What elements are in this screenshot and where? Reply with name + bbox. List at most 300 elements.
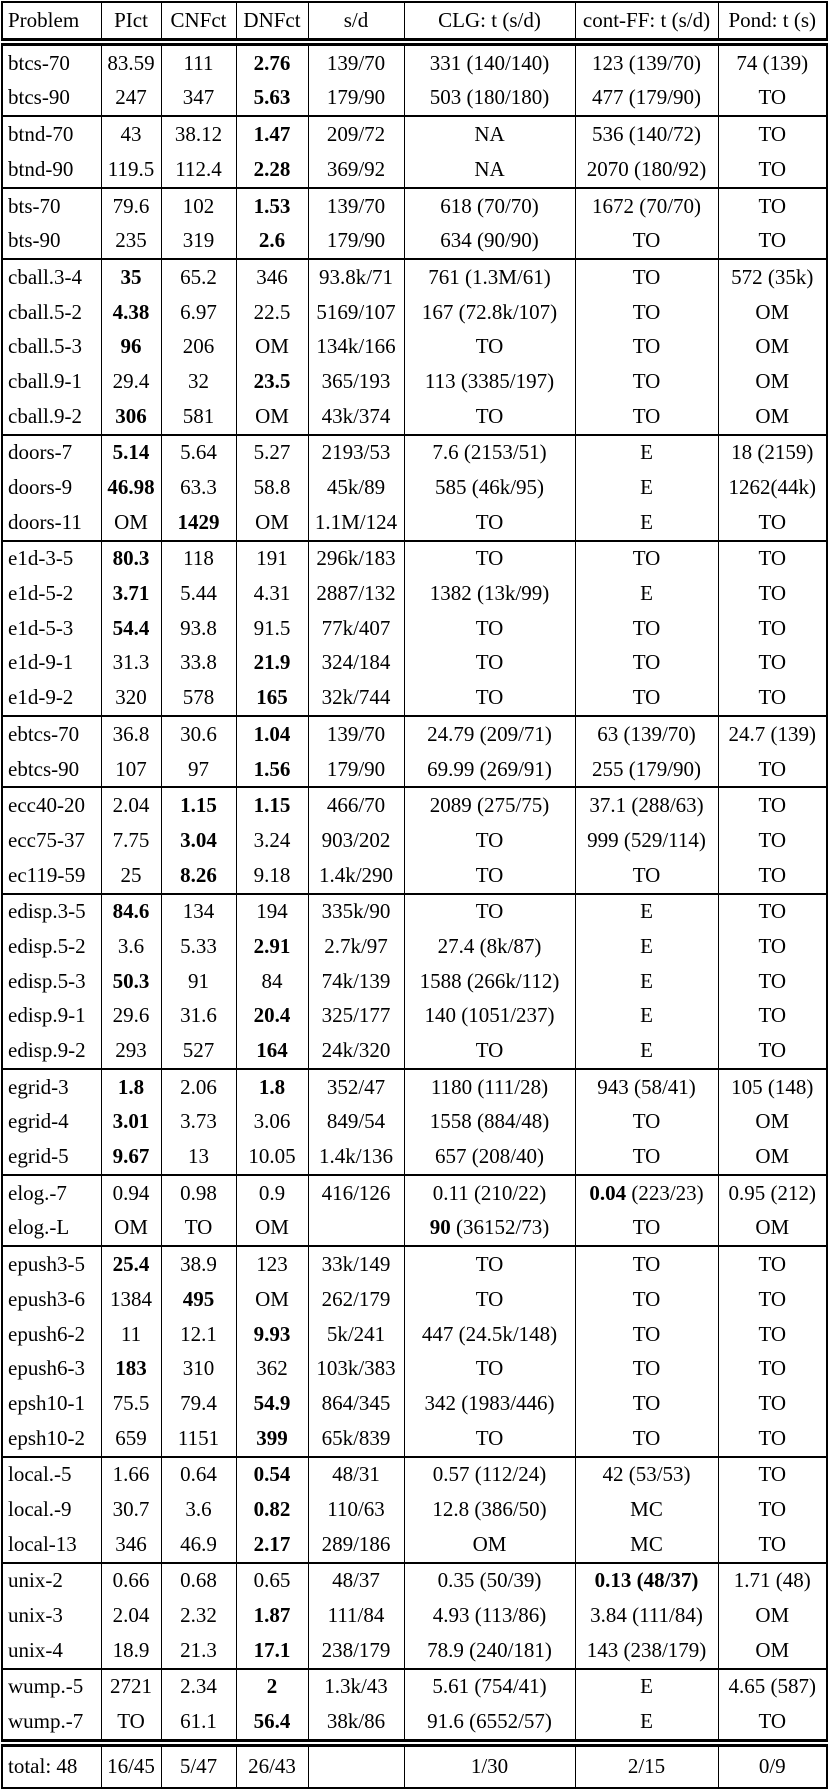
table-row-e1d-5-3 — [2, 611, 827, 646]
cell-cball.9-1-sd: 365/193 — [308, 364, 404, 399]
cell-epush3-6-contff: TO — [575, 1282, 718, 1317]
cell-bts-70-dnfct: 1.53 — [236, 188, 308, 224]
cell-cball.5-3-dnfct: OM — [236, 330, 308, 365]
cell-btcs-90-dnfct: 5.63 — [236, 81, 308, 117]
cell-local-13-cnfct: 46.9 — [161, 1527, 236, 1563]
cell-unix-4-sd: 238/179 — [308, 1633, 404, 1669]
cell-elog.-7-pond: 0.95 (212) — [718, 1175, 827, 1211]
table-row-e1d-3-5 — [2, 541, 827, 577]
cell-egrid-5-cnfct: 13 — [161, 1139, 236, 1175]
cell-cball.9-1-dnfct: 23.5 — [236, 364, 308, 399]
cell-btnd-90-dnfct: 2.28 — [236, 152, 308, 188]
cell-doors-11-pond: TO — [718, 505, 827, 541]
cell-local.-5-sd: 48/31 — [308, 1457, 404, 1493]
table-footer — [2, 1743, 827, 1788]
cell-edisp.5-3-dnfct: 84 — [236, 964, 308, 999]
cell-epush6-3-clg: TO — [404, 1351, 575, 1386]
cell-epsh10-2-cnfct: 1151 — [161, 1421, 236, 1457]
cell-elog.-7-cnfct: 0.98 — [161, 1175, 236, 1211]
cell-e1d-5-3-pict: 54.4 — [101, 611, 161, 646]
cell-cball.9-2-pond: OM — [718, 399, 827, 435]
cell-btnd-90-cnfct: 112.4 — [161, 152, 236, 188]
cell-local.-9-pict: 30.7 — [101, 1492, 161, 1527]
cell-bts-70-sd: 139/70 — [308, 188, 404, 224]
cell-unix-2-cnfct: 0.68 — [161, 1563, 236, 1599]
cell-edisp.3-5-contff: E — [575, 894, 718, 930]
table-row-epush3-6 — [2, 1282, 827, 1317]
cell-epush3-6-problem: epush3-6 — [2, 1282, 101, 1317]
cell-edisp.5-3-clg: 1588 (266k/112) — [404, 964, 575, 999]
cell-edisp.9-1-cnfct: 31.6 — [161, 999, 236, 1034]
cell-local.-5-problem: local.-5 — [2, 1457, 101, 1493]
cell-local.-9-problem: local.-9 — [2, 1492, 101, 1527]
cell-local.-5-cnfct: 0.64 — [161, 1457, 236, 1493]
cell-cball.9-1-pict: 29.4 — [101, 364, 161, 399]
table-row-edisp.9-2 — [2, 1033, 827, 1069]
cell-cball.9-1-clg: 113 (3385/197) — [404, 364, 575, 399]
cell-cball.5-3-pond: OM — [718, 330, 827, 365]
cell-unix-2-problem: unix-2 — [2, 1563, 101, 1599]
cell-cball.9-1-contff: TO — [575, 364, 718, 399]
cell-doors-7-cnfct: 5.64 — [161, 435, 236, 471]
cell-epush3-5-clg: TO — [404, 1246, 575, 1282]
table-body — [2, 42, 827, 1743]
cell-wump.-5-clg: 5.61 (754/41) — [404, 1669, 575, 1705]
table-row-cball.9-2 — [2, 399, 827, 435]
cell-wump.-7-cnfct: 61.1 — [161, 1704, 236, 1743]
cell-ebtcs-70-sd: 139/70 — [308, 716, 404, 752]
cell-ec119-59-pond: TO — [718, 858, 827, 894]
cell-egrid-4-dnfct: 3.06 — [236, 1105, 308, 1140]
table-row-e1d-5-2 — [2, 576, 827, 611]
column-header-cnfct: CNFct — [161, 2, 236, 42]
cell-cball.9-2-clg: TO — [404, 399, 575, 435]
cell-cball.5-3-contff: TO — [575, 330, 718, 365]
cell-local.-5-contff: 42 (53/53) — [575, 1457, 718, 1493]
cell-btcs-70-dnfct: 2.76 — [236, 42, 308, 81]
cell-ecc40-20-pond: TO — [718, 787, 827, 823]
cell-epush3-5-cnfct: 38.9 — [161, 1246, 236, 1282]
cell-elog.-L-contff: TO — [575, 1211, 718, 1247]
table-row-egrid-4 — [2, 1105, 827, 1140]
table-row-epush6-3 — [2, 1351, 827, 1386]
cell-bts-70-clg: 618 (70/70) — [404, 188, 575, 224]
cell-epush6-3-dnfct: 362 — [236, 1351, 308, 1386]
cell-btcs-90-problem: btcs-90 — [2, 81, 101, 117]
cell-unix-2-pond: 1.71 (48) — [718, 1563, 827, 1599]
cell-unix-3-clg: 4.93 (113/86) — [404, 1598, 575, 1633]
cell-e1d-5-3-pond: TO — [718, 611, 827, 646]
table-row-doors-9 — [2, 470, 827, 505]
table-row-btnd-90 — [2, 152, 827, 188]
cell-btnd-70-problem: btnd-70 — [2, 116, 101, 152]
total-cell-problem: total: 48 — [2, 1743, 101, 1788]
cell-edisp.9-2-pond: TO — [718, 1033, 827, 1069]
cell-e1d-3-5-contff: TO — [575, 541, 718, 577]
cell-btcs-90-cnfct: 347 — [161, 81, 236, 117]
cell-epush6-2-pond: TO — [718, 1317, 827, 1352]
cell-e1d-9-1-cnfct: 33.8 — [161, 646, 236, 681]
cell-wump.-7-pict: TO — [101, 1704, 161, 1743]
cell-edisp.9-1-dnfct: 20.4 — [236, 999, 308, 1034]
cell-e1d-3-5-cnfct: 118 — [161, 541, 236, 577]
cell-cball.9-2-cnfct: 581 — [161, 399, 236, 435]
cell-elog.-L-pict: OM — [101, 1211, 161, 1247]
total-cell-pond: 0/9 — [718, 1743, 827, 1788]
cell-ec119-59-pict: 25 — [101, 858, 161, 894]
cell-local.-5-pond: TO — [718, 1457, 827, 1493]
cell-edisp.3-5-sd: 335k/90 — [308, 894, 404, 930]
cell-cball.3-4-cnfct: 65.2 — [161, 259, 236, 295]
cell-e1d-5-2-sd: 2887/132 — [308, 576, 404, 611]
cell-doors-7-problem: doors-7 — [2, 435, 101, 471]
cell-bts-90-sd: 179/90 — [308, 223, 404, 259]
cell-cball.9-2-pict: 306 — [101, 399, 161, 435]
cell-epsh10-2-problem: epsh10-2 — [2, 1421, 101, 1457]
cell-local-13-dnfct: 2.17 — [236, 1527, 308, 1563]
total-cell-pict: 16/45 — [101, 1743, 161, 1788]
cell-unix-2-dnfct: 0.65 — [236, 1563, 308, 1599]
cell-epsh10-2-sd: 65k/839 — [308, 1421, 404, 1457]
cell-ebtcs-90-contff: 255 (179/90) — [575, 752, 718, 788]
cell-ebtcs-70-clg: 24.79 (209/71) — [404, 716, 575, 752]
cell-btnd-70-pond: TO — [718, 116, 827, 152]
cell-cball.3-4-pict: 35 — [101, 259, 161, 295]
cell-ecc40-20-sd: 466/70 — [308, 787, 404, 823]
cell-egrid-4-pict: 3.01 — [101, 1105, 161, 1140]
cell-egrid-5-pict: 9.67 — [101, 1139, 161, 1175]
cell-doors-7-pict: 5.14 — [101, 435, 161, 471]
cell-ec119-59-contff: TO — [575, 858, 718, 894]
cell-wump.-5-problem: wump.-5 — [2, 1669, 101, 1705]
cell-e1d-9-2-clg: TO — [404, 680, 575, 716]
cell-e1d-5-2-contff: E — [575, 576, 718, 611]
table-row-bts-90 — [2, 223, 827, 259]
cell-bts-70-problem: bts-70 — [2, 188, 101, 224]
cell-ebtcs-90-pond: TO — [718, 752, 827, 788]
cell-cball.5-3-cnfct: 206 — [161, 330, 236, 365]
cell-epsh10-1-sd: 864/345 — [308, 1386, 404, 1421]
table-row-doors-7 — [2, 435, 827, 471]
cell-egrid-3-problem: egrid-3 — [2, 1069, 101, 1105]
cell-edisp.5-2-cnfct: 5.33 — [161, 929, 236, 964]
cell-epsh10-2-pond: TO — [718, 1421, 827, 1457]
cell-ec119-59-clg: TO — [404, 858, 575, 894]
total-cell-cnfct: 5/47 — [161, 1743, 236, 1788]
cell-e1d-3-5-problem: e1d-3-5 — [2, 541, 101, 577]
cell-elog.-7-contff: 0.04 (223/23) — [575, 1175, 718, 1211]
cell-epush6-2-problem: epush6-2 — [2, 1317, 101, 1352]
cell-epsh10-2-dnfct: 399 — [236, 1421, 308, 1457]
table-row-ec119-59 — [2, 858, 827, 894]
cell-local.-9-pond: TO — [718, 1492, 827, 1527]
cell-e1d-5-2-pond: TO — [718, 576, 827, 611]
cell-wump.-7-contff: E — [575, 1704, 718, 1743]
cell-btnd-90-sd: 369/92 — [308, 152, 404, 188]
total-cell-dnfct: 26/43 — [236, 1743, 308, 1788]
cell-ebtcs-90-clg: 69.99 (269/91) — [404, 752, 575, 788]
cell-elog.-7-problem: elog.-7 — [2, 1175, 101, 1211]
cell-bts-70-cnfct: 102 — [161, 188, 236, 224]
cell-btnd-70-clg: NA — [404, 116, 575, 152]
cell-e1d-5-3-cnfct: 93.8 — [161, 611, 236, 646]
cell-ecc40-20-pict: 2.04 — [101, 787, 161, 823]
table-row-ebtcs-90 — [2, 752, 827, 788]
cell-edisp.9-1-clg: 140 (1051/237) — [404, 999, 575, 1034]
cell-ecc75-37-dnfct: 3.24 — [236, 823, 308, 858]
cell-doors-7-contff: E — [575, 435, 718, 471]
cell-unix-3-pond: OM — [718, 1598, 827, 1633]
cell-ecc75-37-problem: ecc75-37 — [2, 823, 101, 858]
cell-e1d-9-2-pond: TO — [718, 680, 827, 716]
cell-cball.9-2-dnfct: OM — [236, 399, 308, 435]
cell-epush6-2-dnfct: 9.93 — [236, 1317, 308, 1352]
cell-ec119-59-problem: ec119-59 — [2, 858, 101, 894]
cell-elog.-L-cnfct: TO — [161, 1211, 236, 1247]
table-row-edisp.9-1 — [2, 999, 827, 1034]
cell-cball.5-3-clg: TO — [404, 330, 575, 365]
cell-epush6-3-pict: 183 — [101, 1351, 161, 1386]
cell-cball.9-1-problem: cball.9-1 — [2, 364, 101, 399]
cell-epush3-5-pond: TO — [718, 1246, 827, 1282]
cell-cball.3-4-contff: TO — [575, 259, 718, 295]
table-row-elog.-7 — [2, 1175, 827, 1211]
cell-e1d-5-3-problem: e1d-5-3 — [2, 611, 101, 646]
cell-epush6-3-problem: epush6-3 — [2, 1351, 101, 1386]
table-row-wump.-5 — [2, 1669, 827, 1705]
cell-epsh10-1-dnfct: 54.9 — [236, 1386, 308, 1421]
cell-e1d-5-3-dnfct: 91.5 — [236, 611, 308, 646]
cell-egrid-5-problem: egrid-5 — [2, 1139, 101, 1175]
cell-btnd-70-dnfct: 1.47 — [236, 116, 308, 152]
cell-ecc40-20-problem: ecc40-20 — [2, 787, 101, 823]
cell-bts-90-dnfct: 2.6 — [236, 223, 308, 259]
table-row-ecc40-20 — [2, 787, 827, 823]
cell-edisp.9-1-problem: edisp.9-1 — [2, 999, 101, 1034]
cell-local-13-pict: 346 — [101, 1527, 161, 1563]
cell-e1d-3-5-sd: 296k/183 — [308, 541, 404, 577]
cell-doors-7-sd: 2193/53 — [308, 435, 404, 471]
cell-local.-9-cnfct: 3.6 — [161, 1492, 236, 1527]
cell-unix-2-pict: 0.66 — [101, 1563, 161, 1599]
cell-unix-4-cnfct: 21.3 — [161, 1633, 236, 1669]
cell-elog.-7-clg: 0.11 (210/22) — [404, 1175, 575, 1211]
cell-epush3-5-pict: 25.4 — [101, 1246, 161, 1282]
cell-epsh10-2-clg: TO — [404, 1421, 575, 1457]
cell-e1d-9-2-dnfct: 165 — [236, 680, 308, 716]
cell-egrid-5-contff: TO — [575, 1139, 718, 1175]
table-row-local.-5 — [2, 1457, 827, 1493]
cell-local.-9-dnfct: 0.82 — [236, 1492, 308, 1527]
cell-edisp.9-2-problem: edisp.9-2 — [2, 1033, 101, 1069]
cell-doors-11-pict: OM — [101, 505, 161, 541]
cell-epsh10-1-clg: 342 (1983/446) — [404, 1386, 575, 1421]
cell-ebtcs-90-dnfct: 1.56 — [236, 752, 308, 788]
cell-epush3-6-dnfct: OM — [236, 1282, 308, 1317]
cell-e1d-9-1-sd: 324/184 — [308, 646, 404, 681]
total-row — [2, 1743, 827, 1788]
table-row-local-13 — [2, 1527, 827, 1563]
cell-egrid-3-sd: 352/47 — [308, 1069, 404, 1105]
cell-cball.9-1-cnfct: 32 — [161, 364, 236, 399]
cell-cball.5-2-pict: 4.38 — [101, 295, 161, 330]
cell-epsh10-1-pict: 75.5 — [101, 1386, 161, 1421]
cell-egrid-4-pond: OM — [718, 1105, 827, 1140]
table-row-elog.-L — [2, 1211, 827, 1247]
cell-unix-2-contff: 0.13 (48/37) — [575, 1563, 718, 1599]
cell-edisp.5-3-pond: TO — [718, 964, 827, 999]
cell-wump.-5-sd: 1.3k/43 — [308, 1669, 404, 1705]
cell-e1d-5-2-clg: 1382 (13k/99) — [404, 576, 575, 611]
cell-ecc75-37-pond: TO — [718, 823, 827, 858]
column-header-clg: CLG: t (s/d) — [404, 2, 575, 42]
cell-e1d-5-2-pict: 3.71 — [101, 576, 161, 611]
cell-ecc40-20-dnfct: 1.15 — [236, 787, 308, 823]
cell-epsh10-1-problem: epsh10-1 — [2, 1386, 101, 1421]
cell-elog.-7-sd: 416/126 — [308, 1175, 404, 1211]
cell-edisp.5-3-contff: E — [575, 964, 718, 999]
table-row-ecc75-37 — [2, 823, 827, 858]
cell-local.-5-pict: 1.66 — [101, 1457, 161, 1493]
table-row-cball.9-1 — [2, 364, 827, 399]
cell-e1d-9-1-pond: TO — [718, 646, 827, 681]
cell-edisp.5-2-problem: edisp.5-2 — [2, 929, 101, 964]
cell-unix-4-pict: 18.9 — [101, 1633, 161, 1669]
cell-edisp.3-5-clg: TO — [404, 894, 575, 930]
cell-epush6-2-cnfct: 12.1 — [161, 1317, 236, 1352]
cell-ebtcs-70-dnfct: 1.04 — [236, 716, 308, 752]
cell-edisp.5-3-cnfct: 91 — [161, 964, 236, 999]
cell-btcs-90-clg: 503 (180/180) — [404, 81, 575, 117]
cell-local-13-problem: local-13 — [2, 1527, 101, 1563]
table-row-unix-3 — [2, 1598, 827, 1633]
table-row-e1d-9-1 — [2, 646, 827, 681]
table-row-egrid-5 — [2, 1139, 827, 1175]
cell-unix-3-problem: unix-3 — [2, 1598, 101, 1633]
results-table — [1, 1, 828, 1789]
cell-edisp.9-2-sd: 24k/320 — [308, 1033, 404, 1069]
cell-epush6-3-contff: TO — [575, 1351, 718, 1386]
total-cell-sd — [308, 1743, 404, 1788]
cell-btcs-90-contff: 477 (179/90) — [575, 81, 718, 117]
cell-epush3-5-contff: TO — [575, 1246, 718, 1282]
cell-unix-4-clg: 78.9 (240/181) — [404, 1633, 575, 1669]
cell-egrid-5-clg: 657 (208/40) — [404, 1139, 575, 1175]
cell-ecc75-37-cnfct: 3.04 — [161, 823, 236, 858]
cell-wump.-7-pond: TO — [718, 1704, 827, 1743]
cell-doors-11-contff: E — [575, 505, 718, 541]
cell-wump.-5-contff: E — [575, 1669, 718, 1705]
cell-egrid-3-dnfct: 1.8 — [236, 1069, 308, 1105]
cell-unix-2-sd: 48/37 — [308, 1563, 404, 1599]
cell-local-13-clg: OM — [404, 1527, 575, 1563]
cell-ecc75-37-contff: 999 (529/114) — [575, 823, 718, 858]
cell-doors-7-dnfct: 5.27 — [236, 435, 308, 471]
cell-unix-2-clg: 0.35 (50/39) — [404, 1563, 575, 1599]
cell-unix-3-sd: 111/84 — [308, 1598, 404, 1633]
cell-local-13-contff: MC — [575, 1527, 718, 1563]
cell-cball.3-4-clg: 761 (1.3M/61) — [404, 259, 575, 295]
table-row-epsh10-2 — [2, 1421, 827, 1457]
cell-cball.3-4-sd: 93.8k/71 — [308, 259, 404, 295]
cell-local.-9-sd: 110/63 — [308, 1492, 404, 1527]
cell-edisp.5-2-clg: 27.4 (8k/87) — [404, 929, 575, 964]
cell-doors-11-cnfct: 1429 — [161, 505, 236, 541]
column-header-sd: s/d — [308, 2, 404, 42]
table-row-cball.5-3 — [2, 330, 827, 365]
cell-cball.9-2-sd: 43k/374 — [308, 399, 404, 435]
table-header — [2, 2, 827, 42]
cell-ebtcs-90-sd: 179/90 — [308, 752, 404, 788]
cell-bts-90-cnfct: 319 — [161, 223, 236, 259]
cell-ec119-59-cnfct: 8.26 — [161, 858, 236, 894]
cell-cball.5-3-sd: 134k/166 — [308, 330, 404, 365]
cell-epush6-2-pict: 11 — [101, 1317, 161, 1352]
cell-btcs-70-pict: 83.59 — [101, 42, 161, 81]
cell-elog.-L-dnfct: OM — [236, 1211, 308, 1247]
cell-local.-9-contff: MC — [575, 1492, 718, 1527]
cell-cball.5-2-pond: OM — [718, 295, 827, 330]
cell-ebtcs-90-pict: 107 — [101, 752, 161, 788]
cell-e1d-9-1-pict: 31.3 — [101, 646, 161, 681]
cell-unix-3-dnfct: 1.87 — [236, 1598, 308, 1633]
total-cell-contff: 2/15 — [575, 1743, 718, 1788]
cell-elog.-7-pict: 0.94 — [101, 1175, 161, 1211]
table-row-ebtcs-70 — [2, 716, 827, 752]
table-row-edisp.3-5 — [2, 894, 827, 930]
cell-unix-4-pond: OM — [718, 1633, 827, 1669]
cell-e1d-9-1-clg: TO — [404, 646, 575, 681]
cell-epush6-2-contff: TO — [575, 1317, 718, 1352]
cell-edisp.9-1-pond: TO — [718, 999, 827, 1034]
cell-edisp.5-2-pond: TO — [718, 929, 827, 964]
table-row-unix-4 — [2, 1633, 827, 1669]
cell-ec119-59-sd: 1.4k/290 — [308, 858, 404, 894]
cell-doors-9-pict: 46.98 — [101, 470, 161, 505]
cell-doors-11-problem: doors-11 — [2, 505, 101, 541]
cell-btnd-70-cnfct: 38.12 — [161, 116, 236, 152]
cell-cball.5-3-problem: cball.5-3 — [2, 330, 101, 365]
cell-doors-9-dnfct: 58.8 — [236, 470, 308, 505]
cell-btcs-90-pond: TO — [718, 81, 827, 117]
cell-epsh10-1-cnfct: 79.4 — [161, 1386, 236, 1421]
table-row-wump.-7 — [2, 1704, 827, 1743]
cell-e1d-3-5-pond: TO — [718, 541, 827, 577]
cell-epush3-6-pond: TO — [718, 1282, 827, 1317]
cell-btcs-70-contff: 123 (139/70) — [575, 42, 718, 81]
table-header-row — [2, 2, 827, 42]
cell-cball.5-2-problem: cball.5-2 — [2, 295, 101, 330]
cell-cball.5-2-cnfct: 6.97 — [161, 295, 236, 330]
cell-ecc75-37-sd: 903/202 — [308, 823, 404, 858]
cell-epush6-2-clg: 447 (24.5k/148) — [404, 1317, 575, 1352]
table-row-doors-11 — [2, 505, 827, 541]
table-row-local.-9 — [2, 1492, 827, 1527]
cell-e1d-9-1-contff: TO — [575, 646, 718, 681]
cell-doors-9-sd: 45k/89 — [308, 470, 404, 505]
cell-wump.-7-clg: 91.6 (6552/57) — [404, 1704, 575, 1743]
cell-wump.-5-pond: 4.65 (587) — [718, 1669, 827, 1705]
cell-edisp.5-3-sd: 74k/139 — [308, 964, 404, 999]
cell-e1d-5-2-cnfct: 5.44 — [161, 576, 236, 611]
cell-edisp.9-2-pict: 293 — [101, 1033, 161, 1069]
cell-egrid-4-sd: 849/54 — [308, 1105, 404, 1140]
cell-e1d-9-2-pict: 320 — [101, 680, 161, 716]
cell-e1d-5-3-contff: TO — [575, 611, 718, 646]
cell-ebtcs-70-contff: 63 (139/70) — [575, 716, 718, 752]
cell-edisp.9-2-contff: E — [575, 1033, 718, 1069]
cell-egrid-5-dnfct: 10.05 — [236, 1139, 308, 1175]
